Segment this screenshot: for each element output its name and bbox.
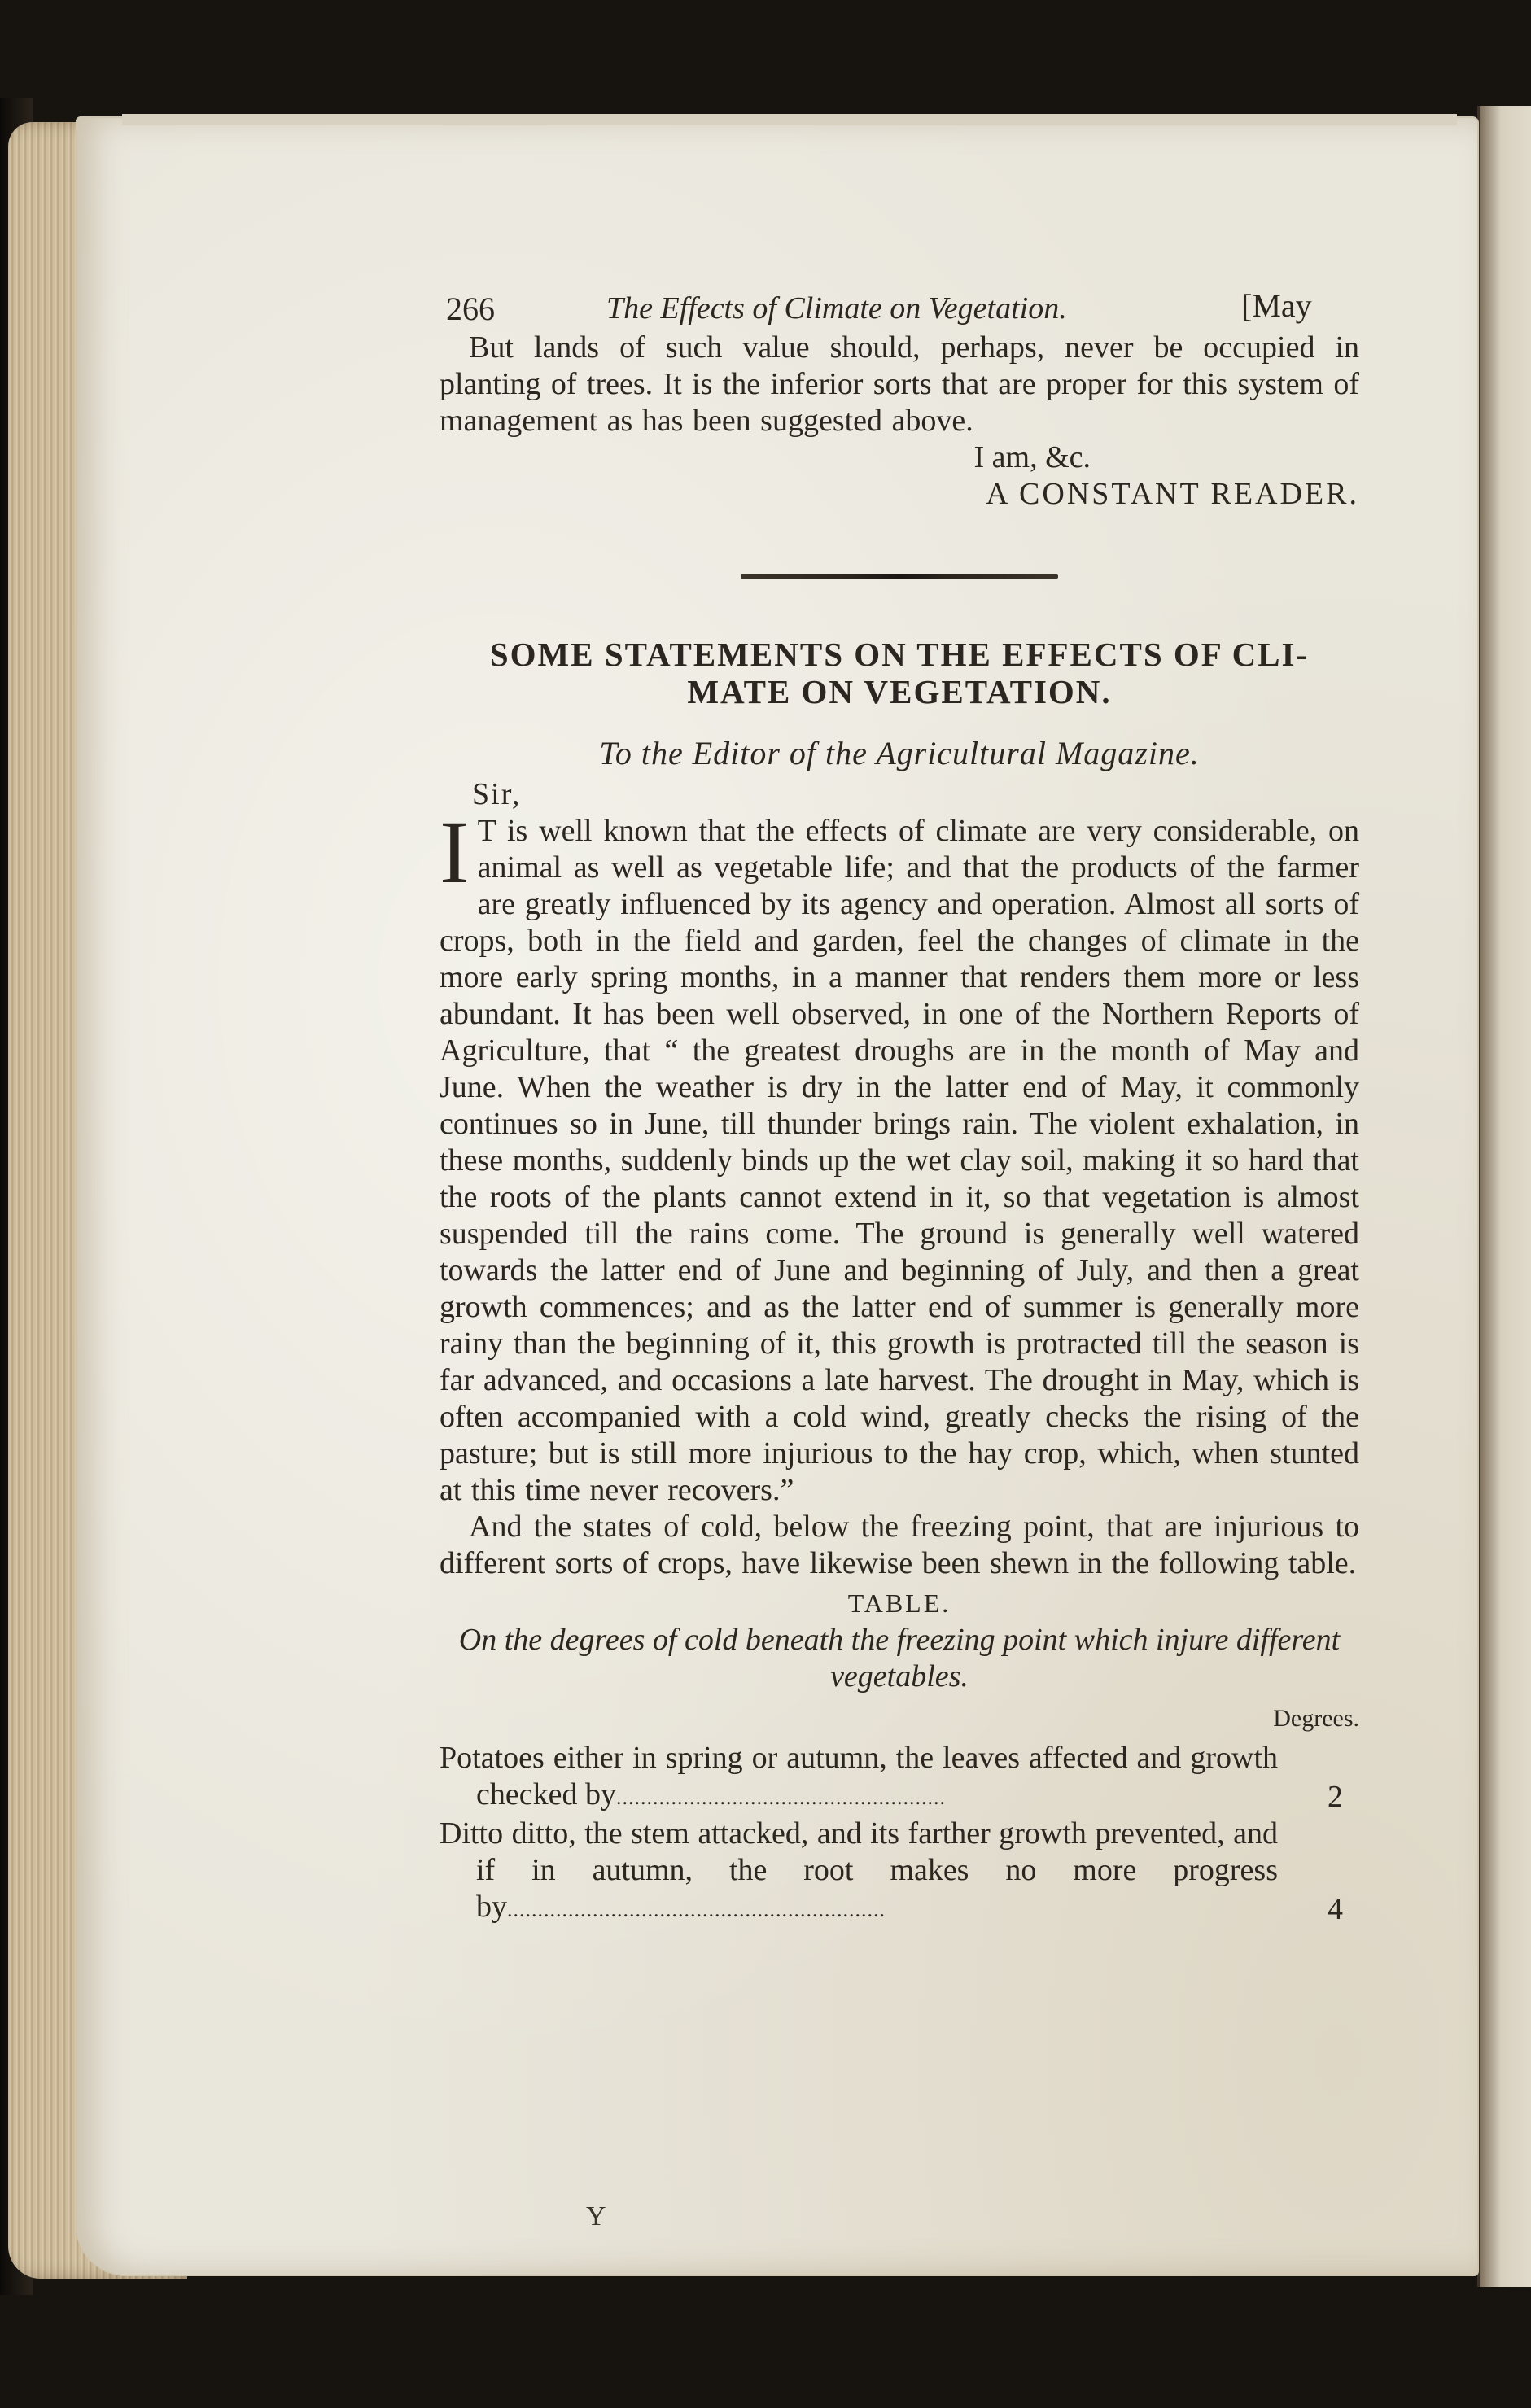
signature-mark: Y: [586, 2201, 606, 2231]
page-text: [440, 281, 1359, 1928]
leader-dots: ..............................................................: [507, 1898, 886, 1921]
running-head: [440, 281, 1359, 330]
table-row-text: Ditto ditto, the stem attacked, and its farther growth prevented, and if in autumn, the root makes no more progress by: [440, 1816, 1278, 1924]
article-paragraph-1-text: T is well known that the effects of climate are very considerable, on animal as well as vegetable life; and that the products of the farmer are greatly influenced by its agency and operation. Almost all sorts of crops, both in the field and garden, feel the changes of climate in the more early spring months, in a manner that renders them more or less abundant. It has been well observed, in one of the Northern Reports of Agriculture, that “ the greatest droughs are in the month of May and June. When the weather is dry in the latter end of May, it commonly continues so in June, till thunder brings rain. The violent exhalation, in these months, suddenly binds up the wet clay soil, making it so hard that the roots of the plants cannot extend in it, so that vegetation is almost suspended till the rains come. The ground is generally well watered towards the latter end of June and beginning of July, and then a great growth commences; and as the latter end of summer is generally more rainy than the beginning of it, this growth is protracted till the season is far advanced, and occasions a late harvest. The drought in May, which is often accompanied with a cold wind, greatly checks the rising of the pasture; but is still more injurious to the hay crop, which, when stunted at this time never recovers.”: [440, 814, 1359, 1507]
article-title-line-2: MATE ON VEGETATION.: [687, 673, 1112, 710]
degrees-column-label: Degrees.: [1273, 1705, 1359, 1732]
leader-dots: ......................................................: [615, 1785, 946, 1809]
table-row: [440, 1740, 1359, 1816]
running-month: [May: [1241, 287, 1312, 324]
editor-address: To the Editor of the Agricultural Magazine.: [599, 735, 1200, 771]
table-row: [440, 1816, 1359, 1928]
drop-cap: I: [440, 802, 470, 902]
table-row-text: Potatoes either in spring or autumn, the leaves affected and growth checked by: [440, 1741, 1278, 1811]
table-caption: On the degrees of cold beneath the freezing point which injure different vegetables.: [458, 1623, 1341, 1693]
running-title: The Effects of Climate on Vegetation.: [606, 291, 1067, 326]
closing-phrase: I am, &c.: [973, 440, 1091, 474]
next-page-edge: [1477, 106, 1531, 2287]
salutation: Sir,: [472, 777, 522, 811]
section-divider: [741, 574, 1058, 579]
article-title: [440, 636, 1359, 710]
page-number: 266: [446, 291, 495, 327]
article-paragraph-2: And the states of cold, below the freezing point, that are injurious to different sorts of crops, have likewise been shewn in the following table.: [440, 1510, 1359, 1580]
table-row-degrees: 2: [1328, 1780, 1343, 1814]
table-row-degrees: 4: [1328, 1892, 1343, 1926]
article-title-line-1: SOME STATEMENTS ON THE EFFECTS OF CLI-: [489, 636, 1310, 673]
letter-closing: [440, 439, 1359, 513]
page-top-edge: [122, 114, 1457, 125]
previous-article-paragraph: But lands of such value should, perhaps, never be occupied in planting of trees. It is the inferior sorts that are proper for this system of management as has been suggested above.: [440, 330, 1359, 438]
article-paragraph-1: [440, 802, 1359, 1509]
signature: A CONSTANT READER.: [986, 477, 1359, 511]
table-heading: TABLE.: [847, 1589, 951, 1618]
